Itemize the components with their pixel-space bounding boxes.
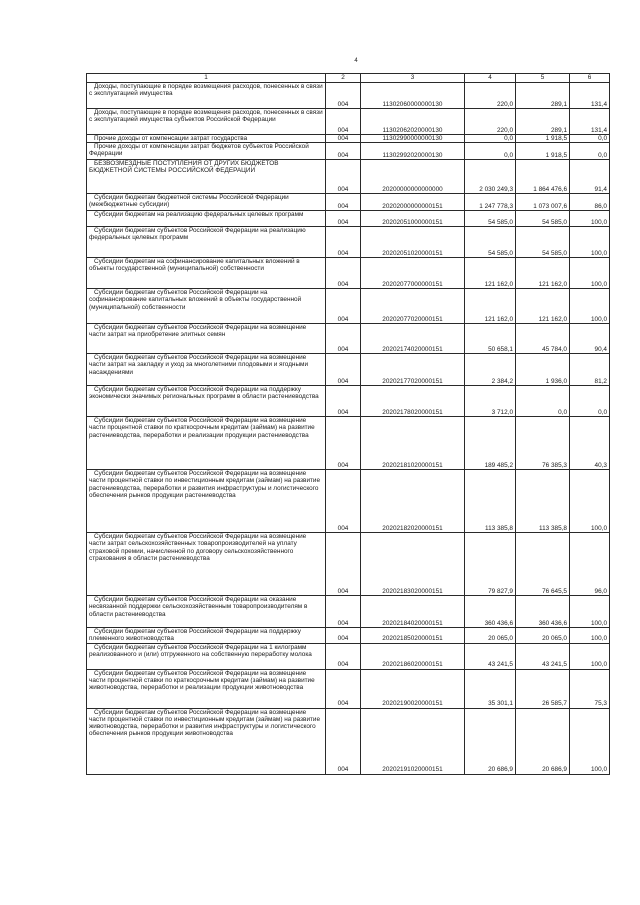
cell-admin: 004: [326, 194, 361, 211]
cell-fact: 1 864 476,6: [516, 160, 570, 194]
cell-code: 20202077020000151: [361, 289, 465, 324]
cell-pct: 86,0: [570, 194, 610, 211]
table-row: [87, 289, 610, 324]
revenue-table: [86, 73, 610, 775]
cell-pct: 100,0: [570, 258, 610, 289]
cell-plan: 2 384,2: [465, 354, 516, 386]
cell-name: Субсидии бюджетам субъектов Российской Федерации на поддержку племенного животноводства: [87, 628, 326, 643]
cell-code: 20202185020000151: [361, 628, 465, 643]
cell-plan: 2 030 249,3: [465, 160, 516, 194]
cell-admin: 004: [326, 135, 361, 143]
table-row: [87, 160, 610, 194]
cell-name: Доходы, поступающие в порядке возмещения расходов, понесенных в связи с эксплуатацией имущества: [87, 83, 326, 109]
cell-fact: 76 645,5: [516, 533, 570, 596]
cell-pct: 40,3: [570, 417, 610, 470]
cell-fact: 121 162,0: [516, 289, 570, 324]
cell-code: 20202177020000151: [361, 354, 465, 386]
cell-pct: 0,0: [570, 135, 610, 143]
cell-name: Субсидии бюджетам субъектов Российской Федерации на возмещение части процентной ставки по краткосрочным кредитам (займам) на развитие растениеводства, переработки и реализации продукции растениеводства: [87, 417, 326, 470]
cell-admin: 004: [326, 143, 361, 160]
cell-code: 20202077000000151: [361, 258, 465, 289]
cell-code: 11302992020000130: [361, 143, 465, 160]
cell-fact: 289,1: [516, 83, 570, 109]
cell-pct: 96,0: [570, 533, 610, 596]
cell-pct: 91,4: [570, 160, 610, 194]
cell-name: Субсидии бюджетам на софинансирование капитальных вложений в объекты государственной (муниципальной) собственности: [87, 258, 326, 289]
cell-name: Прочие доходы от компенсации затрат бюджетов субъектов Российской Федерации: [87, 143, 326, 160]
table-row: [87, 417, 610, 470]
cell-plan: 3 712,0: [465, 386, 516, 417]
cell-code: 20202186020000151: [361, 643, 465, 669]
cell-admin: 004: [326, 643, 361, 669]
cell-name: Субсидии бюджетам субъектов Российской Федерации на возмещение части процентной ставки по инвестиционным кредитам (займам) на развитие растениеводства, переработки и развития инфраструктуры и логистического обеспечения рынков продукции растениеводства: [87, 470, 326, 533]
table-row: [87, 643, 610, 669]
cell-name: Субсидии бюджетам субъектов Российской Федерации на софинансирование капитальных вложений в объекты государственной (муниципальной) собственности: [87, 289, 326, 324]
cell-code: 11302060000000130: [361, 83, 465, 109]
cell-pct: 75,3: [570, 669, 610, 708]
table-row: [87, 211, 610, 227]
cell-fact: 360 436,6: [516, 596, 570, 628]
cell-admin: 004: [326, 386, 361, 417]
cell-pct: 81,2: [570, 354, 610, 386]
cell-pct: 131,4: [570, 83, 610, 109]
table-header-row: [87, 74, 610, 83]
cell-plan: 43 241,5: [465, 643, 516, 669]
cell-admin: 004: [326, 289, 361, 324]
cell-admin: 004: [326, 470, 361, 533]
cell-name: Субсидии бюджетам на реализацию федеральных целевых программ: [87, 211, 326, 227]
cell-name: Субсидии бюджетам субъектов Российской Федерации на возмещение части затрат на закладку и уход за многолетними плодовыми и ягодными насаждениями: [87, 354, 326, 386]
cell-admin: 004: [326, 324, 361, 354]
cell-admin: 004: [326, 669, 361, 708]
cell-code: 20202191020000151: [361, 708, 465, 774]
cell-code: 20202000000000151: [361, 194, 465, 211]
cell-plan: 1 247 778,3: [465, 194, 516, 211]
table-row: [87, 83, 610, 109]
cell-pct: 100,0: [570, 708, 610, 774]
cell-fact: 1 918,5: [516, 143, 570, 160]
header-cell: 5: [516, 74, 570, 83]
page-number: 4: [354, 58, 358, 64]
cell-fact: 76 385,3: [516, 417, 570, 470]
cell-plan: 20 686,9: [465, 708, 516, 774]
cell-fact: 1 073 007,6: [516, 194, 570, 211]
cell-code: 20202181020000151: [361, 417, 465, 470]
cell-pct: 100,0: [570, 289, 610, 324]
cell-pct: 0,0: [570, 143, 610, 160]
cell-fact: 45 784,0: [516, 324, 570, 354]
cell-pct: 131,4: [570, 109, 610, 135]
cell-name: Субсидии бюджетам субъектов Российской Федерации на 1 килограмм реализованного и (или) отгруженного на собственную переработку молока: [87, 643, 326, 669]
table-row: [87, 628, 610, 643]
cell-pct: 90,4: [570, 324, 610, 354]
header-cell: 3: [361, 74, 465, 83]
table-row: [87, 470, 610, 533]
cell-pct: 0,0: [570, 386, 610, 417]
cell-admin: 004: [326, 227, 361, 258]
cell-code: 11302062020000130: [361, 109, 465, 135]
cell-name: Субсидии бюджетам субъектов Российской Федерации на возмещение части затрат сельскохозяйственных товаропроизводителей на уплату страховой премии, начисленной по договору сельскохозяйственного страхования в области растениеводства: [87, 533, 326, 596]
cell-plan: 189 485,2: [465, 417, 516, 470]
cell-pct: 100,0: [570, 470, 610, 533]
cell-name: БЕЗВОЗМЕЗДНЫЕ ПОСТУПЛЕНИЯ ОТ ДРУГИХ БЮДЖЕТОВ БЮДЖЕТНОЙ СИСТЕМЫ РОССИЙСКОЙ ФЕДЕРАЦИИ: [87, 160, 326, 194]
cell-name: Субсидии бюджетам субъектов Российской Федерации на реализацию федеральных целевых программ: [87, 227, 326, 258]
table-row: [87, 596, 610, 628]
cell-fact: 43 241,5: [516, 643, 570, 669]
cell-admin: 004: [326, 417, 361, 470]
cell-admin: 004: [326, 109, 361, 135]
cell-fact: 20 065,0: [516, 628, 570, 643]
cell-plan: 220,0: [465, 109, 516, 135]
cell-admin: 004: [326, 708, 361, 774]
cell-fact: 1 918,5: [516, 135, 570, 143]
cell-plan: 54 585,0: [465, 211, 516, 227]
table-row: [87, 109, 610, 135]
cell-plan: 360 436,6: [465, 596, 516, 628]
cell-code: 20202182020000151: [361, 470, 465, 533]
cell-plan: 121 162,0: [465, 258, 516, 289]
cell-plan: 113 385,8: [465, 470, 516, 533]
table-row: [87, 194, 610, 211]
cell-admin: 004: [326, 258, 361, 289]
header-cell: 6: [570, 74, 610, 83]
cell-admin: 004: [326, 160, 361, 194]
cell-name: Прочие доходы от компенсации затрат государства: [87, 135, 326, 143]
cell-pct: 100,0: [570, 596, 610, 628]
table-row: [87, 324, 610, 354]
cell-plan: 0,0: [465, 143, 516, 160]
header-cell: 4: [465, 74, 516, 83]
table-row: [87, 386, 610, 417]
cell-admin: 004: [326, 596, 361, 628]
cell-code: 20202184020000151: [361, 596, 465, 628]
cell-plan: 121 162,0: [465, 289, 516, 324]
cell-fact: 0,0: [516, 386, 570, 417]
cell-code: 20202051020000151: [361, 227, 465, 258]
cell-pct: 100,0: [570, 643, 610, 669]
cell-code: 20202178020000151: [361, 386, 465, 417]
table-row: [87, 143, 610, 160]
cell-plan: 20 065,0: [465, 628, 516, 643]
cell-plan: 79 827,9: [465, 533, 516, 596]
cell-fact: 20 686,9: [516, 708, 570, 774]
cell-pct: 100,0: [570, 211, 610, 227]
cell-name: Субсидии бюджетам бюджетной системы Российской Федерации (межбюджетные субсидии): [87, 194, 326, 211]
cell-admin: 004: [326, 354, 361, 386]
cell-name: Субсидии бюджетам субъектов Российской Федерации на возмещение части процентной ставки по краткосрочным кредитам (займам) на развитие животноводства, переработки и реализации продукции животноводства: [87, 669, 326, 708]
cell-code: 20200000000000000: [361, 160, 465, 194]
table-row: [87, 258, 610, 289]
cell-admin: 004: [326, 628, 361, 643]
table-row: [87, 533, 610, 596]
table-row: [87, 708, 610, 774]
cell-admin: 004: [326, 83, 361, 109]
cell-fact: 1 936,0: [516, 354, 570, 386]
cell-name: Субсидии бюджетам субъектов Российской Федерации на поддержку экономически значимых региональных программ в области растениеводства: [87, 386, 326, 417]
cell-fact: 54 585,0: [516, 211, 570, 227]
table-row: [87, 354, 610, 386]
cell-fact: 113 385,8: [516, 470, 570, 533]
cell-plan: 0,0: [465, 135, 516, 143]
cell-admin: 004: [326, 211, 361, 227]
cell-plan: 220,0: [465, 83, 516, 109]
cell-name: Субсидии бюджетам субъектов Российской Федерации на оказание несвязанной поддержки сельскохозяйственным товаропроизводителям в области растениеводства: [87, 596, 326, 628]
cell-name: Субсидии бюджетам субъектов Российской Федерации на возмещение части затрат на приобретение элитных семян: [87, 324, 326, 354]
header-cell: 2: [326, 74, 361, 83]
cell-code: 20202183020000151: [361, 533, 465, 596]
cell-plan: 54 585,0: [465, 227, 516, 258]
cell-fact: 54 585,0: [516, 227, 570, 258]
cell-fact: 289,1: [516, 109, 570, 135]
table-row: [87, 669, 610, 708]
cell-fact: 121 162,0: [516, 258, 570, 289]
cell-name: Доходы, поступающие в порядке возмещения расходов, понесенных в связи с эксплуатацией имущества субъектов Российской Федерации: [87, 109, 326, 135]
cell-fact: 26 585,7: [516, 669, 570, 708]
table-row: [87, 135, 610, 143]
cell-pct: 100,0: [570, 628, 610, 643]
cell-pct: 100,0: [570, 227, 610, 258]
cell-name: Субсидии бюджетам субъектов Российской Федерации на возмещение части процентной ставки по инвестиционным кредитам (займам) на развитие животноводства, переработки и развития инфраструктуры и логистического обеспечения рынков продукции животноводства: [87, 708, 326, 774]
cell-plan: 35 301,1: [465, 669, 516, 708]
cell-code: 20202051000000151: [361, 211, 465, 227]
table-row: [87, 227, 610, 258]
cell-code: 11302990000000130: [361, 135, 465, 143]
cell-admin: 004: [326, 533, 361, 596]
cell-code: 20202190020000151: [361, 669, 465, 708]
cell-plan: 50 658,1: [465, 324, 516, 354]
cell-code: 20202174020000151: [361, 324, 465, 354]
header-cell: 1: [87, 74, 326, 83]
